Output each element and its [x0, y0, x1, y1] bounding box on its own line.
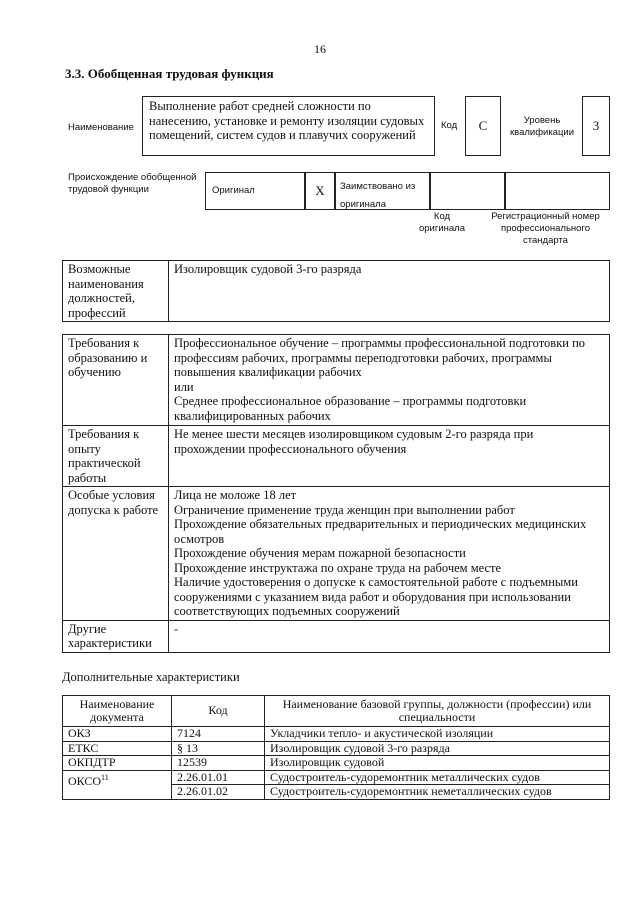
original-code-cell: [430, 172, 505, 210]
table-row: [63, 770, 610, 785]
req-line: Профессиональное обучение – программы профессиональной подготовки по профессиям рабочих, программы переподготовки рабочих, программы повышения квалификации рабочих: [174, 336, 586, 379]
page-number: 16: [314, 42, 326, 56]
code-cell: § 13: [172, 741, 265, 756]
requirements-table: [62, 334, 610, 653]
table-row: [63, 756, 610, 771]
positions-row: [63, 261, 610, 322]
code-cell: 7124: [172, 727, 265, 742]
positions-value: Изолировщик судовой 3-го разряда: [169, 261, 610, 322]
req-label: Требования к опыту практической работы: [63, 426, 169, 487]
doc-text: ОКСО: [68, 773, 102, 788]
req-line: Наличие удостоверения о допуске к самостоятельной работе с подъемными сооружениями с указанием вида работ и оборудования при использовании соответствующих подъемных сооружений: [174, 575, 578, 618]
code-value: C: [465, 96, 501, 156]
origin-row: [205, 172, 610, 210]
name-cell: Изолировщик судовой 3-го разряда: [265, 741, 610, 756]
additional-title: Дополнительные характеристики: [62, 670, 240, 684]
header-name: Наименование базовой группы, должности (профессии) или специальности: [265, 696, 610, 727]
req-row-conditions: [63, 487, 610, 621]
original-label: Оригинал: [212, 185, 255, 196]
code-cell: 2.26.01.02: [172, 785, 265, 800]
req-line: Не менее шести месяцев изолировщиком судовым 2-го разряда при прохождении профессионального обучения: [174, 427, 534, 456]
function-name: Выполнение работ средней сложности по нанесению, установке и ремонту изоляции судовых помещений, систем судов и плавучих сооружений: [142, 96, 435, 156]
additional-header-row: [63, 696, 610, 727]
original-mark: X: [305, 172, 335, 210]
req-line: Прохождение обучения мерам пожарной безопасности: [174, 546, 466, 560]
positions-label: Возможные наименования должностей, профессий: [63, 261, 169, 322]
req-content: [169, 487, 610, 621]
req-line: -: [174, 621, 179, 636]
reg-caption: Регистрационный номер профессионального стандарта: [491, 211, 600, 246]
name-cell: Укладчики тепло- и акустической изоляции: [265, 727, 610, 742]
req-label: Другие характеристики: [63, 620, 169, 652]
req-row-education: [63, 335, 610, 426]
code-caption: Код оригинала: [418, 211, 465, 234]
req-content: [169, 335, 610, 426]
doc-cell: [63, 770, 172, 799]
code-cell: 2.26.01.01: [172, 770, 265, 785]
borrowed-cell: [335, 172, 430, 210]
original-cell: [205, 172, 305, 210]
req-row-other: [63, 620, 610, 652]
table-row: [63, 741, 610, 756]
level-value: 3: [582, 96, 610, 156]
section-title: 3.3. Обобщенная трудовая функция: [65, 66, 274, 81]
req-line: Ограничение применение труда женщин при выполнении работ: [174, 502, 515, 517]
doc-cell: ЕТКС: [63, 741, 172, 756]
req-row-experience: [63, 426, 610, 487]
req-line: или: [174, 379, 194, 394]
name-cell: Изолировщик судовой: [265, 756, 610, 771]
additional-table: [62, 695, 610, 800]
req-line: Среднее профессиональное образование – программы подготовки квалифицированных рабочих: [174, 394, 527, 423]
footnote-mark: 11: [101, 772, 109, 782]
req-line: Прохождение инструктажа по охране труда на рабочем месте: [174, 560, 502, 575]
borrowed-label: Заимствовано из оригинала: [340, 181, 416, 210]
doc-cell: ОКЗ: [63, 727, 172, 742]
header-code: Код: [172, 696, 265, 727]
origin-label: Происхождение обобщенной трудовой функции: [68, 172, 197, 195]
header-doc: Наименование документа: [63, 696, 172, 727]
name-cell: Судостроитель-судоремонтник металлических судов: [265, 770, 610, 785]
reg-number-cell: [505, 172, 610, 210]
name-cell: Судостроитель-судоремонтник неметаллических судов: [265, 785, 610, 800]
req-content: [169, 620, 610, 652]
positions-table: [62, 260, 610, 322]
level-label: Уровень квалификации: [509, 115, 575, 138]
code-label: Код: [441, 120, 458, 131]
doc-cell: ОКПДТР: [63, 756, 172, 771]
req-label: Требования к образованию и обучению: [63, 335, 169, 426]
table-row: [63, 727, 610, 742]
code-cell: 12539: [172, 756, 265, 771]
req-content: [169, 426, 610, 487]
req-line: Лица не моложе 18 лет: [174, 488, 297, 502]
req-label: Особые условия допуска к работе: [63, 487, 169, 621]
req-line: Прохождение обязательных предварительных и периодических медицинских осмотров: [174, 517, 587, 546]
name-label: Наименование: [68, 122, 134, 133]
